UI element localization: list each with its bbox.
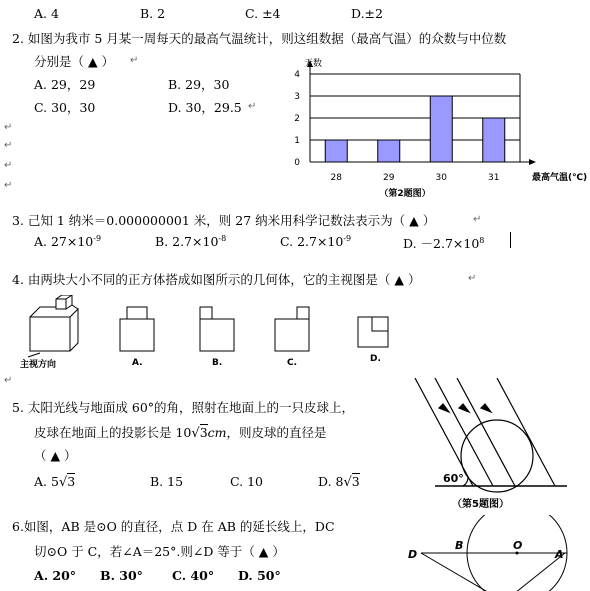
x-tick-label: 30 [435,173,447,183]
q5-option-a: A. 5√3 [34,474,76,490]
q5-option-d: D. 8√3 [318,474,360,490]
q4-option-c-label: C. [287,358,298,368]
return-mark: ↵ [468,273,477,284]
q6-option-a: A. 20° [34,568,77,583]
q4-view-a [120,307,154,351]
x-tick-label: 31 [488,173,500,183]
tangent-dc [421,553,503,591]
q6-option-c: C. 40° [172,568,215,583]
q2-option-d: D. 30，29.5 [168,100,242,115]
temperature-bar-chart [280,55,590,205]
q6-circle-tangent-figure [405,515,590,591]
arrow-head-3 [481,404,491,412]
q3-option-d: D. $-2.7\times 10^8$ [403,236,485,251]
q4-figures [20,295,400,375]
q2-option-a: A. 29，29 [34,77,96,92]
q5-figure-caption: （第5题图） [452,499,509,510]
return-mark: ↵ [473,214,482,225]
label-d: D [408,548,418,561]
q1-option-d: D.±2 [351,6,383,21]
q6-option-b: B. 30° [100,568,143,583]
x-tick-label: 28 [330,173,342,183]
label-a: A [555,548,564,561]
q2-stem-line2: 分别是（ ▲ ） [34,54,115,69]
x-axis-title: 最高气温(℃) [532,173,588,183]
x-axis-arrow [529,159,536,165]
q2-option-c: C. 30，30 [34,100,96,115]
q2-stem-line1: 2. 如图为我市 5 月某一周每天的最高气温统计，则这组数据（最高气温）的众数与中位数 [12,31,507,46]
q4-option-b-label: B. [212,358,223,368]
label-o: O [513,539,523,552]
bar-31 [483,118,505,162]
return-mark: ↵ [4,122,13,133]
arrow-head-1 [439,404,449,412]
y-tick-label: 0 [294,158,300,168]
q6-option-d: D. 50° [238,568,281,583]
return-mark: ↵ [130,55,139,66]
text-cursor [510,232,511,248]
q1-option-a: A. 4 [34,6,59,21]
bar-29 [378,140,400,162]
q4-option-a-label: A. [132,358,143,368]
q4-stem: 4. 由两块大小不同的正方体搭成如图所示的几何体，它的主视图是（ ▲ ） [12,272,421,287]
label-b: B [455,539,464,552]
bar-28 [325,140,347,162]
q1-option-c: C. ±4 [245,6,281,21]
q5-stem-line3: （ ▲ ） [34,448,77,463]
q3-option-a: A. $27\times 10^{-9}$ [34,234,102,249]
q4-solid-figure [28,295,78,357]
q2-option-b: B. 29，30 [168,77,230,92]
q5-sun-ball-figure [405,378,585,513]
return-mark: ↵ [4,375,13,386]
return-mark: ↵ [248,101,257,112]
chart-caption: （第2题图） [379,189,431,199]
q5-option-c: C. 10 [230,474,263,489]
bar-30 [430,96,452,162]
q1-option-b: B. 2 [140,6,166,21]
ball-circle [461,420,533,492]
q4-view-c [275,307,309,351]
q5-option-b: B. 15 [150,474,184,489]
q4-view-b [200,307,234,351]
y-tick-label: 4 [294,70,300,80]
return-mark: ↵ [4,140,13,151]
q4-view-direction-label: 主视方向 [20,360,57,370]
q4-view-d [358,317,388,347]
x-tick-label: 29 [383,173,395,183]
y-tick-label: 3 [294,92,300,102]
q6-stem-line1: 6.如图，AB 是⊙O 的直径，点 D 在 AB 的延长线上，DC [12,519,335,534]
q6-stem-line2: 切⊙O 于 C，若∠A＝25°.则∠D 等于（ ▲ ） [34,544,285,559]
q4-option-d-label: D. [370,354,381,364]
angle-label: 60° [443,472,464,485]
y-axis-title: 天数 [304,59,323,69]
return-mark: ↵ [4,180,13,191]
arrow-head-2 [459,404,469,412]
q3-option-c: C. $2.7\times 10^{-9}$ [280,234,352,249]
return-mark: ↵ [4,160,13,171]
q3-stem: 3. 己知 1 纳米＝0.000000001 米，则 27 纳米用科学记数法表示为（ ▲ ） [12,213,436,228]
q5-stem-line2: 皮球在地面上的投影长是 10√3cm，则皮球的直径是 [34,425,327,441]
y-tick-label: 2 [294,114,300,124]
q5-stem-line1: 5. 太阳光线与地面成 60°的角，照射在地面上的一只皮球上， [12,400,355,415]
y-tick-label: 1 [294,136,300,146]
q3-option-b: B. $2.7\times 10^{-8}$ [155,234,227,249]
